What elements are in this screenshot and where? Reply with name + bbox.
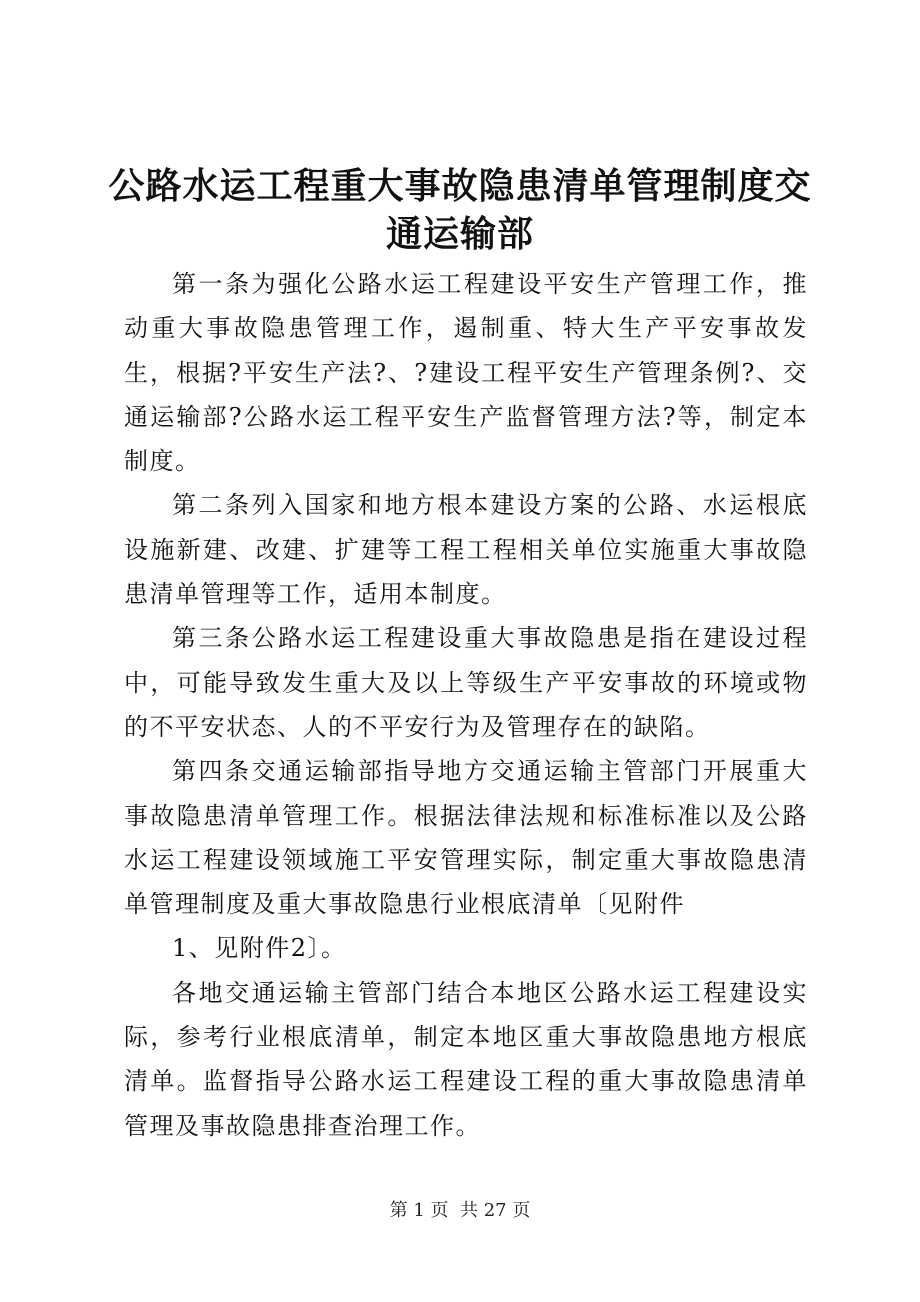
paragraph-article-3: 第三条公路水运工程建设重大事故隐患是指在建设过程中，可能导致发生重大及以上等级生产平安事故的环境或物的不平安状态、人的不平安行为及管理存在的缺陷。: [124, 624, 808, 741]
paragraph-article-1: 第一条为强化公路水运工程建设平安生产管理工作，推动重大事故隐患管理工作，遏制重、特大生产平安事故发生，根据?平安生产法?、?建设工程平安生产管理条例?、交通运输部?公路水运工程平安生产监督管理方法?等，制定本制度。: [124, 270, 808, 476]
page-number: 第 1 页 共 27 页: [389, 1200, 531, 1221]
page-footer: [0, 1198, 920, 1224]
document-body: [124, 262, 808, 1148]
paragraph-article-4: 第四条交通运输部指导地方交通运输主管部门开展重大事故隐患清单管理工作。根据法律法规和标准标准以及公路水运工程建设领域施工平安管理实际，制定重大事故隐患清单管理制度及重大事故隐患行业根底清单〔见附件: [124, 757, 808, 919]
paragraph-annex-reference: 1、见附件2〕。: [172, 934, 347, 963]
document-title: 公路水运工程重大事故隐患清单管理制度交通运输部: [108, 165, 812, 255]
paragraph-local-authorities: 各地交通运输主管部门结合本地区公路水运工程建设实际，参考行业根底清单，制定本地区重大事故隐患地方根底清单。监督指导公路水运工程建设工程的重大事故隐患清单管理及事故隐患排查治理工作。: [124, 978, 808, 1140]
paragraph-article-2: 第二条列入国家和地方根本建设方案的公路、水运根底设施新建、改建、扩建等工程工程相关单位实施重大事故隐患清单管理等工作，适用本制度。: [124, 491, 808, 609]
